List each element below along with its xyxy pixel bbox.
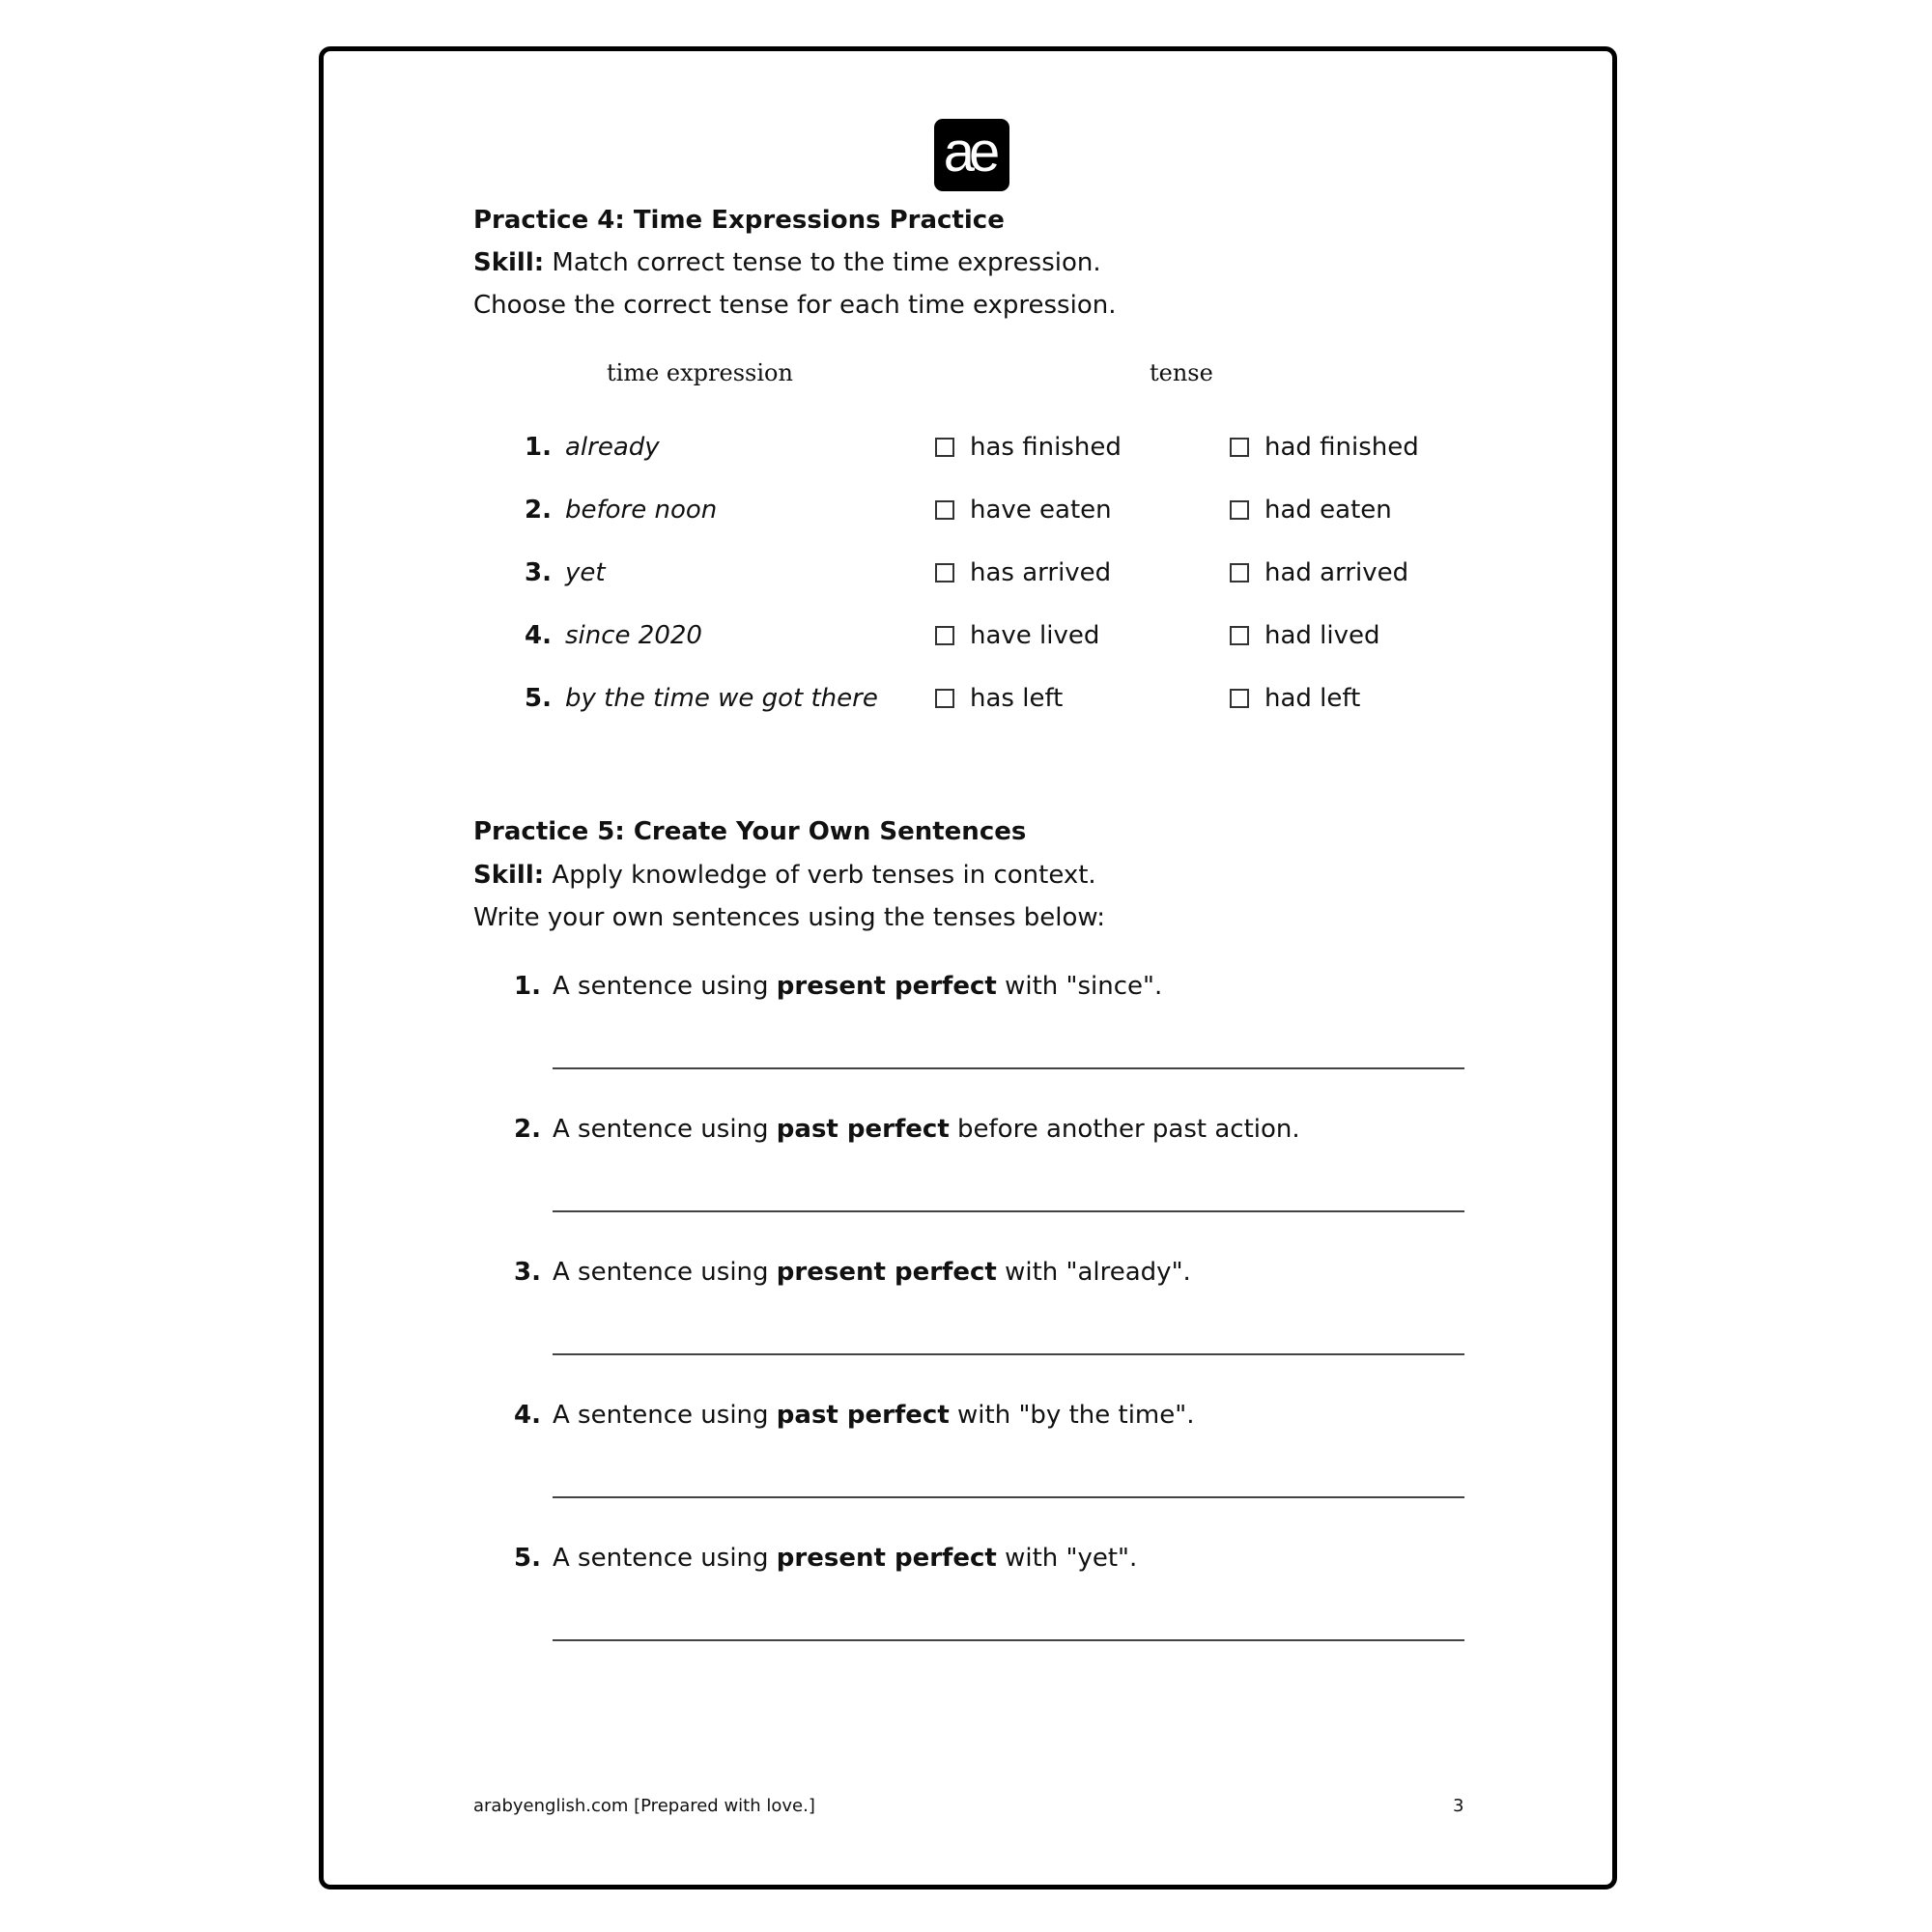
sentence-prompt: A sentence using present perfect with "already".	[553, 1258, 1191, 1287]
option-a[interactable]: has left	[935, 684, 1063, 713]
option-a[interactable]: have eaten	[935, 496, 1112, 525]
practice4-instruction: Choose the correct tense for each time expression.	[473, 291, 1117, 320]
checkbox-icon[interactable]	[935, 500, 954, 520]
column-header-time-expression: time expression	[607, 359, 793, 386]
practice4-title: Practice 4: Time Expressions Practice	[473, 206, 1005, 235]
option-a[interactable]: has finished	[935, 433, 1122, 462]
item-number: 1.	[514, 972, 541, 1001]
checkbox-icon[interactable]	[1230, 563, 1249, 582]
answer-line[interactable]	[553, 1639, 1464, 1641]
answer-line[interactable]	[553, 1496, 1464, 1498]
option-b[interactable]: had finished	[1230, 433, 1419, 462]
practice5-title: Practice 5: Create Your Own Sentences	[473, 817, 1027, 846]
option-a[interactable]: have lived	[935, 621, 1099, 650]
checkbox-icon[interactable]	[1230, 500, 1249, 520]
time-expression: yet	[565, 558, 606, 587]
checkbox-icon[interactable]	[935, 626, 954, 645]
option-a[interactable]: has arrived	[935, 558, 1111, 587]
footer-site: arabyenglish.com [Prepared with love.]	[473, 1796, 815, 1816]
item-number: 4.	[514, 1401, 541, 1430]
option-b[interactable]: had left	[1230, 684, 1360, 713]
ae-logo: ae	[934, 119, 1009, 191]
checkbox-icon[interactable]	[935, 689, 954, 708]
option-b[interactable]: had eaten	[1230, 496, 1392, 525]
item-number: 4.	[525, 621, 552, 650]
time-expression: since 2020	[565, 621, 702, 650]
checkbox-icon[interactable]	[935, 563, 954, 582]
item-number: 2.	[525, 496, 552, 525]
worksheet-page	[319, 46, 1617, 1889]
checkbox-icon[interactable]	[1230, 438, 1249, 457]
time-expression: before noon	[565, 496, 718, 525]
checkbox-icon[interactable]	[1230, 626, 1249, 645]
item-number: 3.	[514, 1258, 541, 1287]
item-number: 3.	[525, 558, 552, 587]
item-number: 5.	[514, 1544, 541, 1573]
answer-line[interactable]	[553, 1210, 1464, 1212]
practice4-skill: Skill: Match correct tense to the time expression.	[473, 248, 1101, 277]
item-number: 2.	[514, 1115, 541, 1144]
time-expression: by the time we got there	[565, 684, 878, 713]
sentence-prompt: A sentence using present perfect with "since".	[553, 972, 1163, 1001]
sentence-prompt: A sentence using past perfect with "by the time".	[553, 1401, 1195, 1430]
practice5-skill: Skill: Apply knowledge of verb tenses in context.	[473, 861, 1096, 890]
sentence-prompt: A sentence using past perfect before another past action.	[553, 1115, 1300, 1144]
item-number: 5.	[525, 684, 552, 713]
checkbox-icon[interactable]	[935, 438, 954, 457]
page-number: 3	[1453, 1796, 1464, 1816]
item-number: 1.	[525, 433, 552, 462]
answer-line[interactable]	[553, 1353, 1464, 1355]
practice5-instruction: Write your own sentences using the tenses below:	[473, 903, 1106, 932]
time-expression: already	[565, 433, 660, 462]
answer-line[interactable]	[553, 1067, 1464, 1069]
sentence-prompt: A sentence using present perfect with "yet".	[553, 1544, 1138, 1573]
option-b[interactable]: had arrived	[1230, 558, 1408, 587]
option-b[interactable]: had lived	[1230, 621, 1380, 650]
column-header-tense: tense	[1150, 359, 1213, 386]
checkbox-icon[interactable]	[1230, 689, 1249, 708]
